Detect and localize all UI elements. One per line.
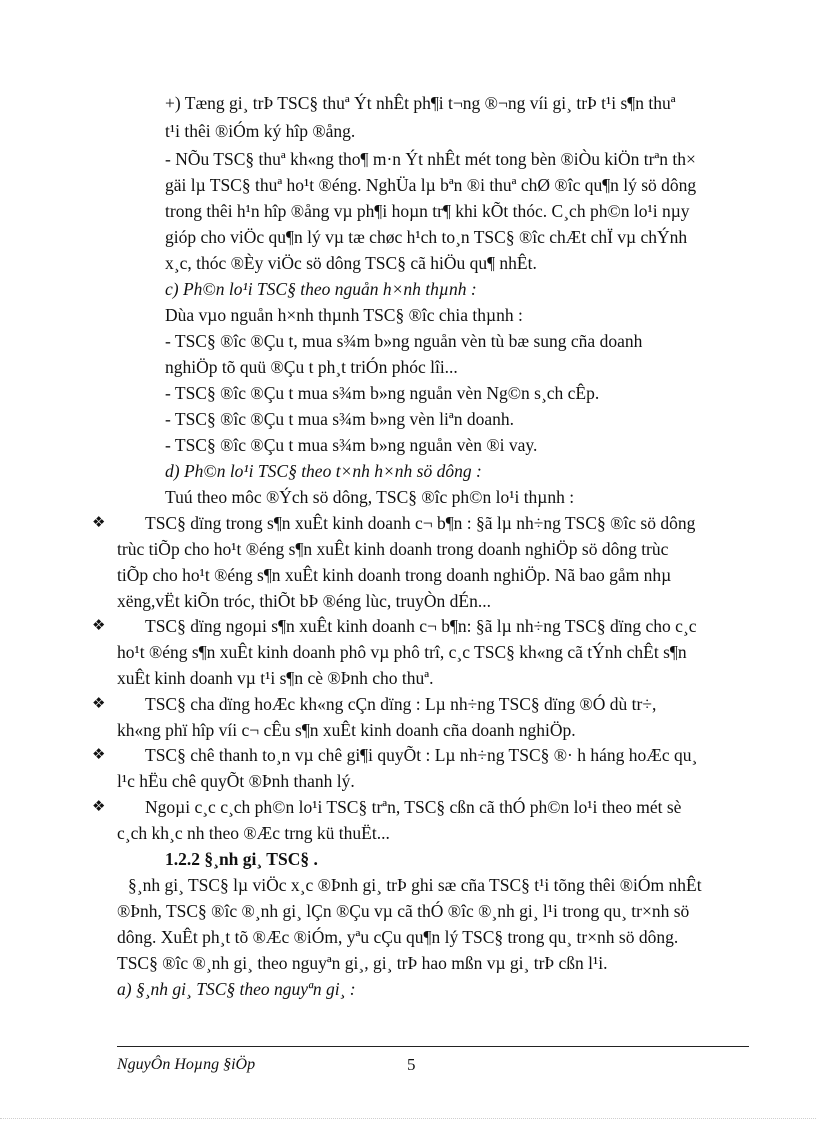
paragraph-line: trùc tiÕp cho ho¹t ®éng s¶n xuÊt kinh doanh trong doanh nghiÖp sö dông trùc bbox=[117, 539, 669, 559]
footer-divider bbox=[117, 1046, 749, 1047]
paragraph-line: TSC§ ®îc ®¸nh gi¸ theo nguyªn gi¸, gi¸ trÞ hao mßn vµ gi¸ trÞ cßn l¹i. bbox=[117, 953, 608, 973]
paragraph-line: Dùa vµo nguån h×nh thµnh TSC§ ®îc chia thµnh : bbox=[165, 305, 523, 325]
section-heading-d: d) Ph©n lo¹i TSC§ theo t×nh h×nh sö dông : bbox=[165, 461, 482, 481]
bullet-icon: ❖ bbox=[92, 745, 106, 763]
paragraph-line: ®Þnh, TSC§ ®îc ®¸nh gi¸ lÇn ®Çu vµ cã thÓ ®îc ®¸nh gi¸ l¹i trong qu¸ tr×nh sö bbox=[117, 901, 690, 921]
paragraph-line: l¹c hËu chê quyÕt ®Þnh thanh lý. bbox=[117, 771, 355, 791]
bullet-icon: ❖ bbox=[92, 694, 106, 712]
bullet-item-line: Ngoµi c¸c c¸ch ph©n lo¹i TSC§ trªn, TSC§ cßn cã thÓ ph©n lo¹i theo mét sè bbox=[145, 797, 682, 817]
bullet-icon: ❖ bbox=[92, 616, 106, 634]
paragraph-line: - TSC§ ®îc ®Çu t mua s¾m b»ng nguån vèn ®i vay. bbox=[165, 435, 538, 455]
paragraph-line: t¹i thêi ®iÓm ký hîp ®ång. bbox=[165, 121, 356, 141]
paragraph-line: ho¹t ®éng s¶n xuÊt kinh doanh phô vµ phô trî, c¸c TSC§ kh«ng cã tÝnh chÊt s¶n bbox=[117, 642, 687, 662]
paragraph-line: xuÊt kinh doanh vµ t¹i s¶n cè ®Þnh cho thuª. bbox=[117, 668, 434, 688]
paragraph-line: c¸ch kh¸c nh theo ®Æc trng kü thuËt... bbox=[117, 823, 390, 843]
section-heading-a: a) §¸nh gi¸ TSC§ theo nguyªn gi¸ : bbox=[117, 979, 356, 999]
footer-author: NguyÔn Hoµng §iÖp bbox=[117, 1056, 256, 1073]
paragraph-line: kh«ng phï hîp víi c¬ cÊu s¶n xuÊt kinh doanh cña doanh nghiÖp. bbox=[117, 720, 576, 740]
bullet-item-line: TSC§ dïng ngoµi s¶n xuÊt kinh doanh c¬ b¶n: §ã lµ nh÷ng TSC§ dïng cho c¸c bbox=[145, 616, 697, 636]
paragraph-line: - TSC§ ®îc ®Çu t mua s¾m b»ng nguån vèn Ng©n s¸ch cÊp. bbox=[165, 383, 600, 403]
bullet-item-line: TSC§ chê thanh to¸n vµ chê gi¶i quyÕt : Lµ nh÷ng TSC§ ®· h háng hoÆc qu¸ bbox=[145, 745, 698, 765]
paragraph-line: gióp cho viÖc qu¶n lý vµ tæ chøc h¹ch to¸n TSC§ ®îc chÆt chÏ vµ chÝnh bbox=[165, 227, 688, 247]
paragraph-line: +) Tæng gi¸ trÞ TSC§ thuª Ýt nhÊt ph¶i t¬ng ®¬ng víi gi¸ trÞ t¹i s¶n thuª bbox=[165, 93, 676, 113]
bullet-item-line: TSC§ dïng trong s¶n xuÊt kinh doanh c¬ b¶n : §ã lµ nh÷ng TSC§ ®îc sö dông bbox=[145, 513, 696, 533]
paragraph-line: nghiÖp tõ quü ®Çu t ph¸t triÓn phóc lîi... bbox=[165, 357, 458, 377]
paragraph-line: - NÕu TSC§ thuª kh«ng tho¶ m·n Ýt nhÊt mét tong bèn ®iÒu kiÖn trªn th× bbox=[165, 149, 696, 169]
paragraph-line: tiÕp cho ho¹t ®éng s¶n xuÊt kinh doanh trong doanh nghiÖp. Nã bao gåm nhµ bbox=[117, 565, 672, 585]
bullet-icon: ❖ bbox=[92, 797, 106, 815]
paragraph-line: dông. XuÊt ph¸t tõ ®Æc ®iÓm, yªu cÇu qu¶n lý TSC§ trong qu¸ tr×nh sö dông. bbox=[117, 927, 679, 947]
page-bottom-border bbox=[0, 1118, 816, 1119]
subsection-heading: 1.2.2 §¸nh gi¸ TSC§ . bbox=[165, 849, 318, 869]
page-number: 5 bbox=[407, 1055, 416, 1074]
bullet-item-line: TSC§ cha dïng hoÆc kh«ng cÇn dïng : Lµ nh÷ng TSC§ dïng ®Ó dù tr÷, bbox=[145, 694, 657, 714]
paragraph-line: x¸c, thóc ®Èy viÖc sö dông TSC§ cã hiÖu qu¶ nhÊt. bbox=[165, 253, 537, 273]
section-heading-c: c) Ph©n lo¹i TSC§ theo nguån h×nh thµnh : bbox=[165, 279, 477, 299]
paragraph-line: gäi lµ TSC§ thuª ho¹t ®éng. NghÜa lµ bªn ®i thuª chØ ®îc qu¶n lý sö dông bbox=[165, 175, 697, 195]
paragraph-line: - TSC§ ®îc ®Çu t, mua s¾m b»ng nguån vèn tù bæ sung cña doanh bbox=[165, 331, 643, 351]
paragraph-line: §¸nh gi¸ TSC§ lµ viÖc x¸c ®Þnh gi¸ trÞ ghi sæ cña TSC§ t¹i tõng thêi ®iÓm nhÊt bbox=[128, 875, 702, 895]
paragraph-line: xëng,vËt kiÕn tróc, thiÕt bÞ ®éng lùc, truyÒn dÉn... bbox=[117, 591, 491, 611]
bullet-icon: ❖ bbox=[92, 513, 106, 531]
paragraph-line: Tuú theo môc ®Ých sö dông, TSC§ ®îc ph©n lo¹i thµnh : bbox=[165, 487, 575, 507]
paragraph-line: - TSC§ ®îc ®Çu t mua s¾m b»ng vèn liªn doanh. bbox=[165, 409, 515, 429]
paragraph-line: trong thêi h¹n hîp ®ång vµ ph¶i hoµn tr¶ khi kÕt thóc. C¸ch ph©n lo¹i nµy bbox=[165, 201, 690, 221]
